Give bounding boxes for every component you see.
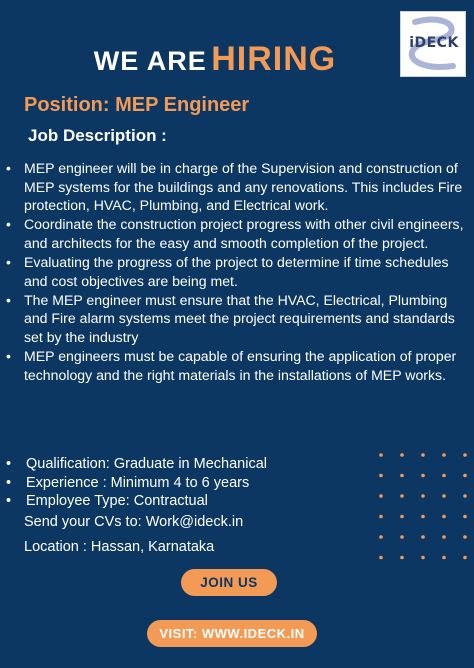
grid-dot [442, 515, 446, 519]
location-line: Location : Hassan, Karnataka [24, 539, 215, 555]
list-item: • Employee Type: Contractual [6, 493, 208, 509]
visit-website-button[interactable]: VISIT: WWW.IDECK.IN [147, 620, 317, 647]
grid-dot [421, 515, 425, 519]
grid-dot [379, 453, 383, 457]
bullet-icon: • [6, 493, 12, 509]
grid-dot [442, 556, 446, 560]
grid-dot [463, 494, 467, 498]
list-item: • Coordinate the construction project progress with other civil engineers, and architects for the easy and smooth completion of the project. [6, 216, 464, 251]
list-item: • MEP engineer will be in charge of the Supervision and construction of MEP systems for the buildings and any renovations. This includes Fire protection, HVAC, Plumbing, and Electrical work. [6, 160, 463, 214]
join-us-button[interactable]: JOIN US [181, 569, 277, 596]
cv-email-line: Send your CVs to: Work@ideck.in [24, 514, 244, 530]
logo-wordmark: iDECK [409, 35, 459, 51]
grid-dot [463, 453, 467, 457]
list-item: • The MEP engineer must ensure that the HVAC, Electrical, Plumbing and Fire alarm systems meet the project requirements and standards set by the industry [6, 291, 455, 345]
responsibilities-list [6, 159, 468, 385]
grid-dot [442, 474, 446, 478]
grid-dot [400, 535, 404, 539]
list-item: • MEP engineers must be capable of ensuring the application of proper technology and the right materials in the installations of MEP works. [6, 347, 457, 383]
grid-dot [421, 474, 425, 478]
list-item: • Experience : Minimum 4 to 6 years [6, 474, 250, 491]
grid-dot [463, 556, 467, 560]
grid-dot [421, 453, 425, 457]
grid-dot [379, 494, 383, 498]
grid-dot [400, 494, 404, 498]
position-title: Position: MEP Engineer [24, 94, 250, 116]
grid-dot [442, 453, 446, 457]
grid-dot [463, 535, 467, 539]
job-description-heading: Job Description : [28, 126, 167, 145]
headline-we-are: WE ARE [93, 46, 207, 76]
grid-dot [463, 515, 467, 519]
grid-dot [463, 474, 467, 478]
grid-dot [400, 515, 404, 519]
grid-dot [421, 535, 425, 539]
list-item: • Qualification: Graduate in Mechanical [6, 456, 267, 472]
grid-dot [442, 535, 446, 539]
grid-dot [379, 535, 383, 539]
headline-hiring: HIRING [211, 40, 337, 78]
bullet-icon: • [6, 456, 12, 472]
grid-dot [400, 556, 404, 560]
qualifications-list [6, 455, 366, 511]
dot-grid-decoration-icon [376, 451, 470, 561]
bullet-icon: • [6, 253, 11, 270]
bullet-icon: • [6, 291, 11, 308]
grid-dot [421, 494, 425, 498]
bullet-icon: • [6, 347, 11, 364]
bullet-icon: • [6, 216, 11, 233]
grid-dot [400, 474, 404, 478]
list-item: • Evaluating the progress of the project to determine if time schedules and cost objectives are being met. [6, 253, 449, 289]
grid-dot [400, 453, 404, 457]
grid-dot [379, 556, 383, 560]
bullet-icon: • [6, 474, 12, 491]
grid-dot [442, 494, 446, 498]
grid-dot [421, 556, 425, 560]
headline [0, 40, 430, 79]
bullet-icon: • [6, 160, 11, 176]
grid-dot [379, 515, 383, 519]
grid-dot [379, 474, 383, 478]
